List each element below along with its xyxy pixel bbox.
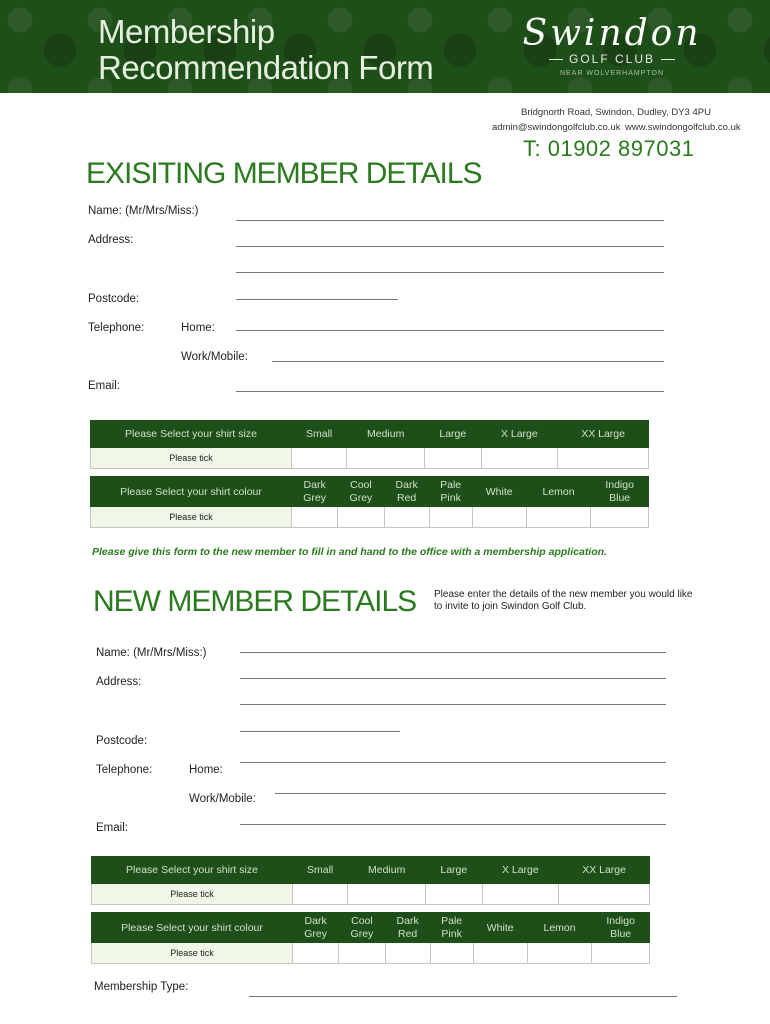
logo-script: Swindon: [522, 13, 702, 54]
size-option-medium: Medium: [347, 421, 425, 448]
colour-option-white: White: [473, 913, 527, 943]
club-email: admin@swindongolfclub.co.uk: [492, 122, 621, 133]
colour-tick-box[interactable]: [385, 943, 430, 964]
existing-work-phone-field[interactable]: [272, 361, 664, 362]
club-phone: T: 01902 897031: [523, 136, 695, 161]
colour-tick-label: Please tick: [92, 943, 293, 964]
colour-option-dark-grey-line1: Dark: [304, 914, 327, 927]
colour-option-dark-red: [384, 477, 429, 507]
colour-option-dark-grey-line2: Grey: [303, 491, 327, 504]
colour-tick-box[interactable]: [526, 507, 590, 528]
new-telephone-label: Telephone:: [96, 764, 153, 776]
new-email-label: Email:: [96, 822, 128, 834]
colour-option-dark-red-line2: Red: [397, 927, 418, 940]
existing-name-field[interactable]: [236, 220, 664, 221]
existing-home-phone-field[interactable]: [236, 330, 664, 331]
size-tick-box-large[interactable]: [426, 884, 482, 905]
new-address-label: Address:: [96, 676, 142, 688]
new-shirt-size-table: [91, 856, 650, 905]
colour-option-cool-grey-line1: Cool: [350, 478, 372, 491]
colour-option-cool-grey-line2: Grey: [349, 491, 373, 504]
colour-option-white: White: [472, 477, 526, 507]
colour-tick-box[interactable]: [592, 943, 650, 964]
new-postcode-label: Postcode:: [96, 735, 148, 747]
new-section-title: NEW MEMBER DETAILS: [93, 585, 417, 618]
existing-shirt-size-table: [90, 420, 649, 469]
existing-shirt-colour-table: [90, 476, 649, 528]
shirt-size-prompt: Please Select your shirt size: [92, 857, 293, 884]
new-email-field[interactable]: [240, 824, 666, 825]
existing-address-field-1[interactable]: [236, 246, 664, 247]
shirt-colour-prompt: Please Select your shirt colour: [91, 477, 292, 507]
colour-option-dark-red-line2: Red: [396, 491, 417, 504]
size-tick-box-medium[interactable]: [348, 884, 426, 905]
new-name-field[interactable]: [240, 652, 666, 653]
colour-option-cool-grey: [339, 913, 385, 943]
colour-tick-box[interactable]: [338, 507, 384, 528]
size-option-xx-large: XX Large: [558, 421, 649, 448]
colour-option-indigo-blue-line1: Indigo: [606, 914, 635, 927]
colour-option-indigo-blue: [592, 913, 650, 943]
colour-option-dark-grey: [292, 477, 338, 507]
existing-address-field-2[interactable]: [236, 272, 664, 273]
new-member-intro: Please enter the details of the new member you would like to invite to join Swindon Golf Club.: [434, 589, 693, 612]
colour-option-dark-red: [385, 913, 430, 943]
size-tick-box-x-large[interactable]: [481, 448, 558, 469]
colour-option-indigo-blue-line2: Blue: [610, 927, 632, 940]
logo-subtitle: NEAR WOLVERHAMPTON: [559, 70, 665, 77]
existing-address-label: Address:: [88, 234, 134, 246]
colour-option-pale-pink: [430, 913, 473, 943]
club-website: www.swindongolfclub.co.uk: [625, 122, 741, 133]
size-tick-label: Please tick: [91, 448, 292, 469]
form-title-line1: Membership: [98, 13, 275, 50]
club-address: Bridgnorth Road, Swindon, Dudley, DY3 4PU: [521, 107, 711, 118]
colour-option-cool-grey-line2: Grey: [350, 927, 374, 940]
size-tick-box-xx-large[interactable]: [559, 884, 650, 905]
size-tick-box-x-large[interactable]: [482, 884, 559, 905]
club-logo: [512, 14, 712, 84]
colour-option-indigo-blue: [591, 477, 649, 507]
colour-option-pale-pink-line2: Pink: [441, 927, 462, 940]
shirt-size-prompt: Please Select your shirt size: [91, 421, 292, 448]
logo-club-text: [512, 52, 712, 66]
size-option-large: Large: [426, 857, 482, 884]
colour-tick-box[interactable]: [293, 943, 339, 964]
existing-email-label: Email:: [88, 380, 120, 392]
colour-option-dark-red-line1: Dark: [396, 914, 419, 927]
colour-option-indigo-blue-line1: Indigo: [605, 478, 634, 491]
size-tick-label: Please tick: [92, 884, 293, 905]
colour-tick-box[interactable]: [339, 943, 385, 964]
form-title: [98, 14, 433, 86]
existing-section-title: EXISITING MEMBER DETAILS: [86, 157, 482, 190]
existing-postcode-field[interactable]: [236, 299, 398, 300]
colour-option-pale-pink-line1: Pale: [441, 914, 463, 927]
form-title-line2: Recommendation Form: [98, 49, 434, 86]
colour-tick-box[interactable]: [384, 507, 429, 528]
colour-tick-box[interactable]: [430, 943, 473, 964]
colour-option-cool-grey-line1: Cool: [351, 914, 373, 927]
existing-work-label: Work/Mobile:: [181, 351, 248, 363]
new-work-label: Work/Mobile:: [189, 793, 256, 805]
membership-type-field[interactable]: [249, 996, 677, 997]
colour-option-lemon: Lemon: [526, 477, 590, 507]
colour-option-pale-pink: [429, 477, 472, 507]
size-option-medium: Medium: [348, 857, 426, 884]
existing-name-label: Name: (Mr/Mrs/Miss:): [88, 205, 199, 217]
colour-option-dark-grey: [293, 913, 339, 943]
colour-tick-box[interactable]: [472, 507, 526, 528]
size-tick-box-medium[interactable]: [347, 448, 425, 469]
colour-option-pale-pink-line1: Pale: [440, 478, 462, 491]
colour-tick-box[interactable]: [527, 943, 591, 964]
new-name-label: Name: (Mr/Mrs/Miss:): [96, 647, 207, 659]
colour-tick-label: Please tick: [91, 507, 292, 528]
new-work-phone-field[interactable]: [275, 793, 666, 794]
size-tick-box-small[interactable]: [293, 884, 348, 905]
colour-option-dark-red-line1: Dark: [395, 478, 418, 491]
size-option-x-large: X Large: [482, 857, 559, 884]
colour-tick-box[interactable]: [292, 507, 338, 528]
size-tick-box-small[interactable]: [292, 448, 347, 469]
size-option-x-large: X Large: [481, 421, 558, 448]
new-home-label: Home:: [189, 764, 223, 776]
size-tick-box-large[interactable]: [425, 448, 481, 469]
colour-tick-box[interactable]: [429, 507, 472, 528]
size-option-xx-large: XX Large: [559, 857, 650, 884]
logo-club-label: GOLF CLUB: [568, 52, 655, 66]
colour-option-lemon: Lemon: [527, 913, 591, 943]
colour-tick-box[interactable]: [473, 943, 527, 964]
new-address-field-2[interactable]: [240, 704, 666, 705]
colour-option-cool-grey: [338, 477, 384, 507]
size-option-small: Small: [292, 421, 347, 448]
membership-type-label: Membership Type:: [94, 981, 189, 993]
colour-tick-box[interactable]: [591, 507, 649, 528]
size-option-large: Large: [425, 421, 481, 448]
size-tick-box-xx-large[interactable]: [558, 448, 649, 469]
shirt-colour-prompt: Please Select your shirt colour: [92, 913, 293, 943]
colour-option-dark-grey-line1: Dark: [303, 478, 326, 491]
instruction-note: Please give this form to the new member to fill in and hand to the office with a membership application.: [92, 546, 607, 558]
colour-option-indigo-blue-line2: Blue: [609, 491, 631, 504]
size-option-small: Small: [293, 857, 348, 884]
new-shirt-colour-table: [91, 912, 650, 964]
existing-postcode-label: Postcode:: [88, 293, 140, 305]
new-home-phone-field[interactable]: [240, 762, 666, 763]
colour-option-dark-grey-line2: Grey: [304, 927, 328, 940]
colour-option-pale-pink-line2: Pink: [440, 491, 461, 504]
existing-telephone-label: Telephone:: [88, 322, 145, 334]
new-postcode-field[interactable]: [240, 731, 400, 732]
new-address-field-1[interactable]: [240, 678, 666, 679]
existing-home-label: Home:: [181, 322, 215, 334]
existing-email-field[interactable]: [236, 391, 664, 392]
